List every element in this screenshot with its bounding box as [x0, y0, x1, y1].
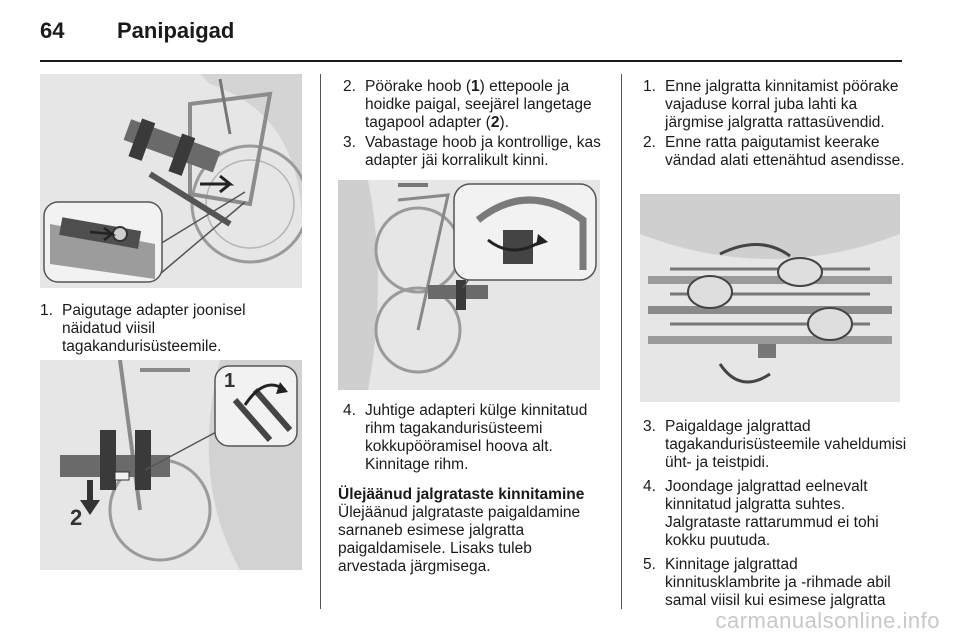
step-text: Paigaldage jalgrattad tagakandurisüsteemile vaheldumisi üht- ja teistpidi. [665, 418, 907, 471]
step-5-fasten-bikes [643, 556, 908, 610]
step-number: 2. [343, 78, 356, 95]
bike-on-carrier-illustration [338, 180, 600, 390]
callout-lever: 1 [224, 370, 236, 392]
step-3-release-lever [343, 134, 608, 170]
step-number: 1. [40, 302, 53, 319]
step-text [343, 78, 608, 132]
site-watermark: carmanualsonline.info [715, 608, 940, 633]
step-4-align-bikes [643, 478, 908, 550]
step-text: Vabastage hoob ja kontrollige, kas adapter jäi korralikult kinni. [365, 134, 601, 169]
callout-adapter: 2 [70, 505, 83, 530]
step-number: 3. [343, 134, 356, 151]
header-rule [40, 60, 902, 62]
step-number: 2. [643, 134, 656, 151]
step-2-rotate-lever [343, 78, 608, 132]
text-part: ) ettepoole ja hoidke paigal, seejärel langetage tagapool adapter ( [365, 78, 592, 131]
figure-adapter-check [338, 180, 600, 390]
step-1-place-adapter [40, 302, 302, 356]
column-divider-left [320, 74, 321, 609]
adapter-lowering-illustration [40, 360, 302, 570]
ref-adapter: 2 [490, 114, 500, 131]
figure-adapter-placement [40, 74, 302, 288]
step-3-alternate-bikes [643, 418, 908, 472]
ref-lever: 1 [471, 78, 480, 95]
column-divider-right [621, 74, 622, 609]
section-heading-remaining-bikes: Ülejäänud jalgrataste kinnitamine [338, 486, 585, 503]
step-4-route-strap [343, 402, 608, 474]
step-number: 5. [643, 556, 656, 573]
step-number: 1. [643, 78, 656, 95]
section-paragraph: Ülejäänud jalgrataste paigaldamine sarnaneb esimese jalgratta paigaldamisele. Lisaks tuleb arvestada järgmisega. [338, 504, 581, 575]
step-text: Enne ratta paigutamist keerake vändad alati ettenähtud asendisse. [665, 134, 905, 169]
step-text: Juhtige adapteri külge kinnitatud rihm tagakandurisüsteemi kokkupööramisel hoova alt. Kinnitage rihm. [365, 402, 588, 473]
text-part: Pöörake hoob ( [365, 78, 471, 95]
figure-alternating-bikes [640, 194, 900, 402]
page-number: 64 [40, 18, 65, 43]
step-text: Paigutage adapter joonisel näidatud viisil tagakandurisüsteemile. [62, 302, 246, 355]
page-header [0, 0, 960, 62]
top-view-bikes-illustration [640, 194, 900, 402]
step-number: 4. [343, 402, 356, 419]
figure-lever-and-lowering [40, 360, 302, 570]
text-part: ). [499, 114, 509, 131]
step-text: Kinnitage jalgrattad kinnitusklambrite ja -rihmade abil samal viisil kui esimese jalgratta [665, 556, 891, 609]
page-title: Panipaigad [117, 18, 235, 43]
step-number: 3. [643, 418, 656, 435]
step-2-position-cranks [643, 134, 908, 170]
step-text: Joondage jalgrattad eelnevalt kinnitatud jalgratta suhtes. Jalgrataste rattarummud ei tohi kokku puutuda. [665, 478, 879, 549]
step-number: 4. [643, 478, 656, 495]
step-text: Enne jalgratta kinnitamist pöörake vajaduse korral juba lahti ka järgmise jalgratta rattasüvendid. [665, 78, 899, 131]
bike-carrier-illustration [40, 74, 302, 288]
step-1-open-wheel-recesses [643, 78, 908, 132]
